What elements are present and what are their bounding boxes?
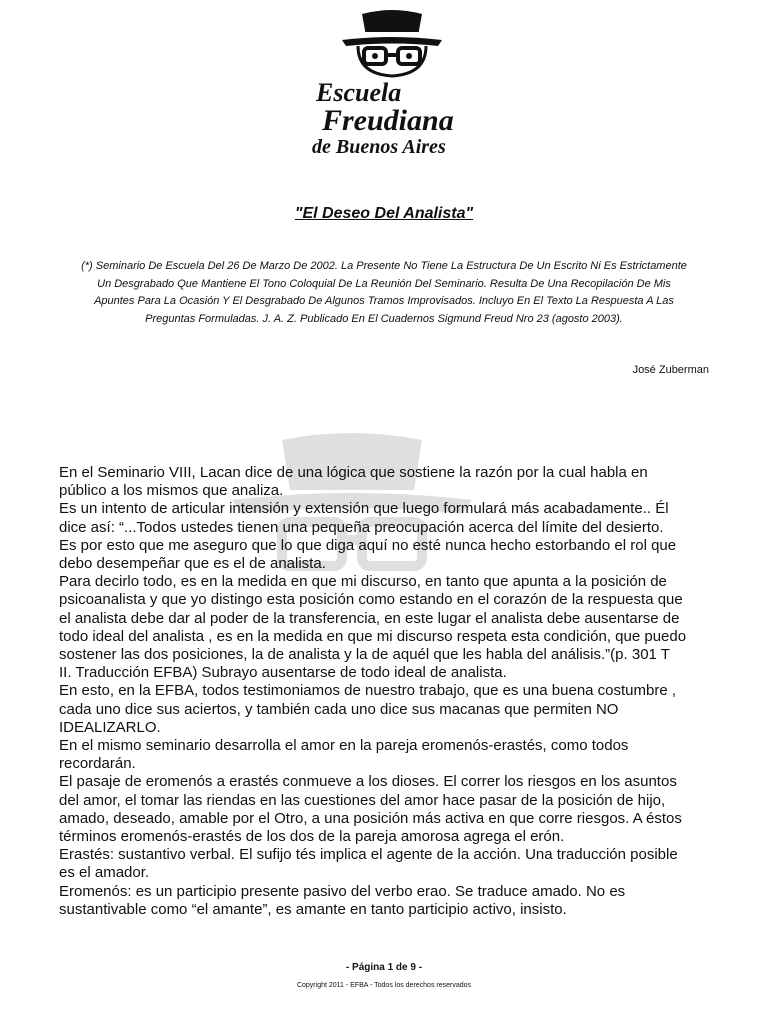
- body-line: el analista debe dar al poder de la transferencia, en este lugar el analista debe ausentarse de: [59, 609, 680, 627]
- body-line: debo desempeñar que es el de analista.: [59, 555, 326, 573]
- body-text: [59, 464, 709, 919]
- body-line: amado, deseado, amable por el Otro, a una posición más activa en que corre riesgos. A éstos: [59, 809, 682, 827]
- body-line: En esto, en la EFBA, todos testimoniamos de nuestro trabajo, que es una buena costumbre ,: [59, 682, 677, 700]
- page-number: - Página 1 de 9 -: [345, 962, 423, 973]
- body-line: En el mismo seminario desarrolla el amor en la pareja eromenós-erastés, como todos: [59, 737, 629, 755]
- body-line: del amor, el tomar las riendas en las cuestiones del amor hace pasar de la posición de hijo,: [59, 791, 666, 809]
- detective-mascot-icon: [312, 8, 472, 80]
- logo-script-line3: de Buenos Aires: [312, 136, 446, 158]
- body-line: Para decirlo todo, es en la medida en que mi discurso, en tanto que apunta a la posición de: [59, 573, 667, 591]
- body-line: es el amador.: [59, 864, 150, 882]
- body-line: todo ideal del analista , es en la medida en que mi discurso respeta esta condición, que puedo: [59, 627, 687, 645]
- efba-logo: [312, 8, 472, 160]
- body-line: II. Traducción EFBA) Subrayo ausentarse de todo ideal de analista.: [59, 664, 507, 682]
- note-line: Preguntas Formuladas. J. A. Z. Publicado En El Cuadernos Sigmund Freud Nro 23 (agosto 2003).: [145, 312, 623, 325]
- body-line: público a los mismos que analiza.: [59, 482, 284, 500]
- body-line: IDEALIZARLO.: [59, 718, 161, 736]
- author-name: José Zuberman: [632, 364, 709, 376]
- body-line: psicoanalista y que yo distingo esta posición como estando en el corazón de la respuesta que: [59, 591, 683, 609]
- body-line: sustantivable como “el amante”, es amante en tanto participio activo, insisto.: [59, 900, 567, 918]
- body-line: Erastés: sustantivo verbal. El sufijo tés implica el agente de la acción. Una traducción posible: [59, 846, 678, 864]
- body-line: El pasaje de eromenós a erastés conmueve a los dioses. El correr los riesgos en los asuntos: [59, 773, 677, 791]
- note-line: (*) Seminario De Escuela Del 26 De Marzo De 2002. La Presente No Tiene La Estructura De Un Escrito Ni Es Estrictamente: [81, 260, 687, 272]
- document-title: "El Deseo Del Analista": [294, 205, 474, 222]
- body-line: términos eromenós-erastés de los dos de la pareja amorosa agrega el erón.: [59, 828, 565, 846]
- body-line: Es por esto que me aseguro que lo que diga aquí no esté nunca hecho estorbando el rol que: [59, 536, 677, 554]
- note-line: Un Desgrabado Que Mantiene El Tono Coloquial De La Reunión Del Seminario. Resulta De Una Recopilación De Mis: [97, 277, 671, 290]
- body-line: Es un intento de articular intensión y extensión que luego formulará más acabadamente.. Él: [59, 500, 669, 518]
- body-line: cada uno dice sus aciertos, y también cada uno dice sus macanas que permiten NO: [59, 700, 619, 718]
- body-line: Eromenós: es un participio presente pasivo del verbo erao. Se traduce amado. No es: [59, 882, 626, 900]
- body-line: recordarán.: [59, 755, 136, 773]
- logo-script-line2: Freudiana: [322, 104, 454, 137]
- seminar-note: [60, 258, 708, 328]
- note-line: Apuntes Para La Ocasión Y El Desgrabado De Algunos Tramos Improvisados. Incluyo En El Texto La Respuesta A Las: [94, 295, 674, 308]
- logo-script-line1: Escuela: [316, 78, 402, 107]
- body-line: En el Seminario VIII, Lacan dice de una lógica que sostiene la razón por la cual habla en: [59, 464, 648, 481]
- body-line: dice así: “...Todos ustedes tienen una pequeña preocupación acerca del límite del desierto.: [59, 518, 664, 536]
- body-line: sostener las dos posiciones, la de analista y la de aquél que les habla del análisis.”(p. 301 T: [59, 646, 670, 664]
- copyright-notice: Copyright 2011 - EFBA - Todos los derechos reservados: [296, 982, 472, 989]
